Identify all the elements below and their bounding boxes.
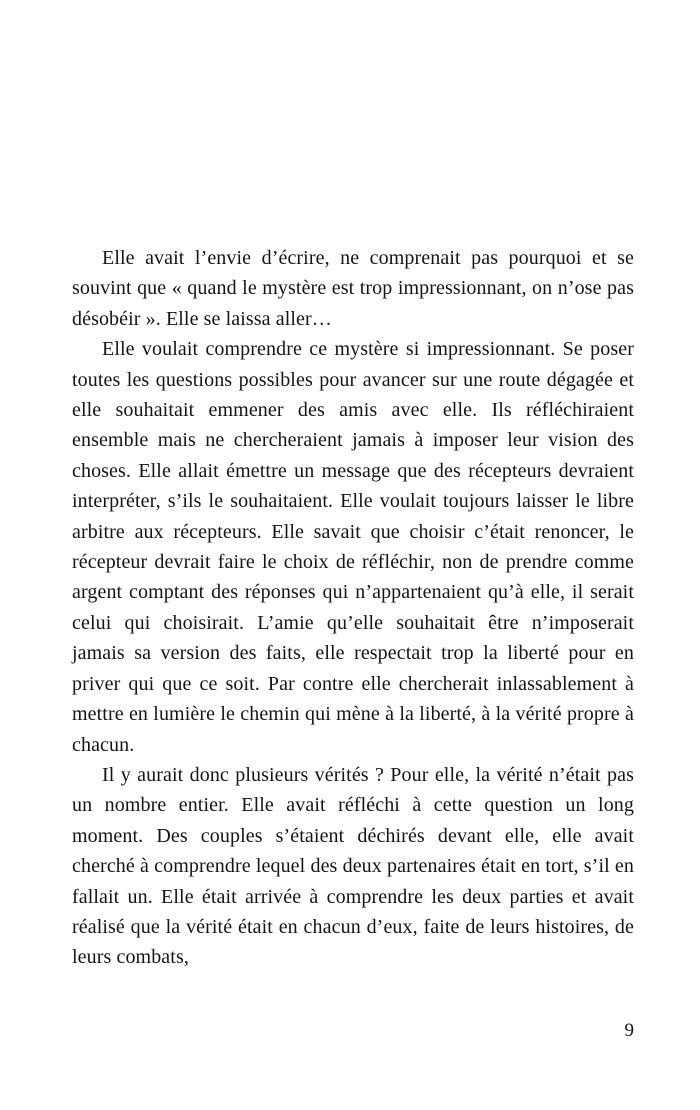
paragraph: Elle avait l’envie d’écrire, ne comprenait pas pourquoi et se souvint que « quand le mystère est trop impressionnant, on n’ose pas désobéir ». Elle se laissa aller… [72, 247, 634, 330]
paragraph: Il y aurait donc plusieurs vérités ? Pour elle, la vérité n’était pas un nombre entier. Elle avait réfléchi à cette question un long moment. Des couples s’étaient déchirés devant elle, elle avait cherché à comprendre lequel des deux partenaires était en tort, s’il en fallait un. Elle était arrivée à comprendre les deux parties et avait réalisé que la vérité était en chacun d’eux, faite de leurs histoires, de leurs combats, [72, 763, 634, 969]
page-number: 9 [624, 1020, 634, 1041]
paragraph: Elle voulait comprendre ce mystère si impressionnant. Se poser toutes les questions possibles pour avancer sur une route dégagée et elle souhaitait emmener des amis avec elle. Ils réfléchiraient ensemble mais ne chercheraient jamais à imposer leur vision des choses. Elle allait émettre un message que des récepteurs devraient interpréter, s’ils le souhaitaient. Elle voulait toujours laisser le libre arbitre aux récepteurs. Elle savait que choisir c’était renoncer, le récepteur devrait faire le choix de réfléchir, non de prendre comme argent comptant des réponses qui n’appartenaient qu’à elle, il serait celui qui choisirait. L’amie qu’elle souhaitait être n’imposerait jamais sa version des faits, elle respectait trop la liberté pour en priver qui que ce soit. Par contre elle chercherait inlassablement à mettre en lumière le chemin qui mène à la liberté, à la vérité propre à chacun. [72, 338, 634, 756]
page-text [72, 243, 634, 973]
